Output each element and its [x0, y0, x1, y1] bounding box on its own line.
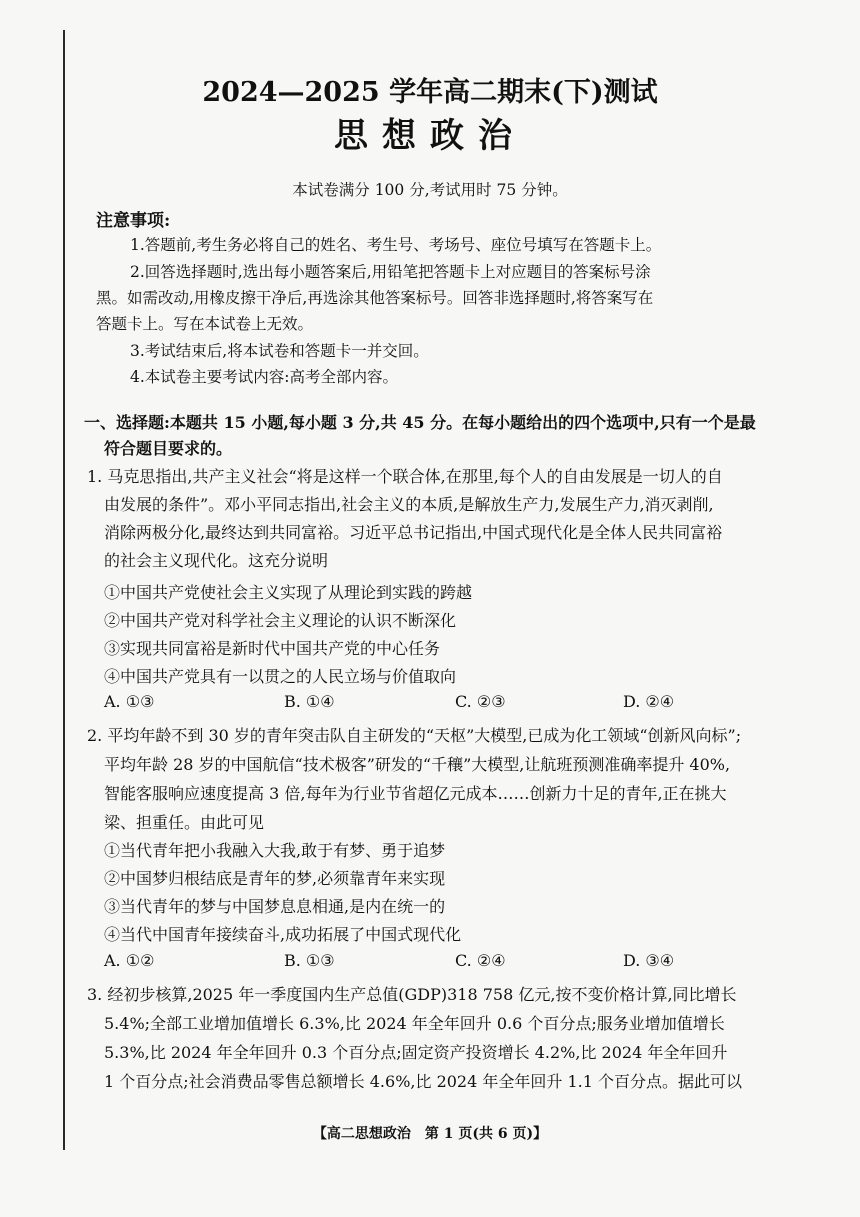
- q1-choice-d: D. ②④: [623, 692, 675, 711]
- score-time-note: 本试卷满分 100 分,考试用时 75 分钟。: [292, 181, 568, 199]
- q1-statement-3: ③实现共同富裕是新时代中国共产党的中心任务: [104, 639, 441, 658]
- page-footer: 【高二思想政治 第 1 页(共 6 页)】: [312, 1126, 548, 1142]
- q2-stem-line-3: 智能客服响应速度提高 3 倍,每年为行业节省超亿元成本……创新力十足的青年,正在挑大: [104, 784, 727, 803]
- q2-statement-3: ③当代青年的梦与中国梦息息相通,是内在统一的: [104, 897, 446, 916]
- q1-choice-c: C. ②③: [455, 692, 506, 711]
- q1-choice-b: B. ①④: [284, 692, 335, 711]
- section-1-heading-line-2: 符合题目要求的。: [104, 439, 233, 458]
- q2-choice-d: D. ③④: [623, 951, 675, 970]
- q1-choices: [104, 692, 704, 719]
- notice-item-2-line-1: 2.回答选择题时,选出每小题答案后,用铅笔把答题卡上对应题目的答案标号涂: [130, 263, 651, 281]
- q2-statement-2: ②中国梦归根结底是青年的梦,必须靠青年来实现: [104, 869, 446, 888]
- subject-title: 思想政治: [334, 116, 526, 156]
- q2-stem-line-4: 梁、担重任。由此可见: [104, 813, 265, 832]
- q1-stem-line-2: 由发展的条件”。邓小平同志指出,社会主义的本质,是解放生产力,发展生产力,消灭剥削,: [104, 495, 714, 514]
- q3-stem-line-4: 1 个百分点;社会消费品零售总额增长 4.6%,比 2024 年全年回升 1.1 个百分点。据此可以: [104, 1072, 742, 1091]
- q1-statement-1: ①中国共产党使社会主义实现了从理论到实践的跨越: [104, 583, 473, 602]
- q3-stem-line-3: 5.3%,比 2024 年全年回升 0.3 个百分点;固定资产投资增长 4.2%,比 2024 年全年回升: [104, 1043, 728, 1062]
- notice-item-2-line-3: 答题卡上。写在本试卷上无效。: [96, 315, 314, 333]
- notice-item-2-line-2: 黑。如需改动,用橡皮擦干净后,再选涂其他答案标号。回答非选择题时,将答案写在: [96, 289, 654, 307]
- q1-stem-line-4: 的社会主义现代化。这充分说明: [104, 551, 329, 570]
- q2-statement-4: ④当代中国青年接续奋斗,成功拓展了中国式现代化: [104, 925, 462, 944]
- section-1-heading-line-1: 一、选择题:本题共 15 小题,每小题 3 分,共 45 分。在每小题给出的四个选项中,只有一个是最: [84, 413, 756, 432]
- notice-heading: 注意事项:: [96, 211, 171, 231]
- q1-stem-line-1: 1. 马克思指出,共产主义社会“将是这样一个联合体,在那里,每个人的自由发展是一切人的自: [87, 467, 723, 486]
- q2-choice-b: B. ①③: [284, 951, 335, 970]
- q1-stem-line-3: 消除两极分化,最终达到共同富裕。习近平总书记指出,中国式现代化是全体人民共同富裕: [104, 523, 723, 542]
- notice-item-1: 1.答题前,考生务必将自己的姓名、考生号、考场号、座位号填写在答题卡上。: [130, 236, 662, 254]
- q1-statement-2: ②中国共产党对科学社会主义理论的认识不断深化: [104, 611, 457, 630]
- q2-stem-line-2: 平均年龄 28 岁的中国航信“技术极客”研发的“千穰”大模型,让航班预测准确率提升 40%,: [104, 755, 731, 774]
- q2-stem-line-1: 2. 平均年龄不到 30 岁的青年突击队自主研发的“天枢”大模型,已成为化工领域“创新风向标”;: [87, 726, 742, 745]
- exam-title: 2024—2025 学年高二期末(下)测试: [202, 77, 658, 108]
- q3-stem-line-2: 5.4%;全部工业增加值增长 6.3%,比 2024 年全年回升 0.6 个百分点;服务业增加值增长: [104, 1014, 725, 1033]
- q2-choices: [104, 951, 704, 978]
- q2-choice-c: C. ②④: [455, 951, 506, 970]
- q1-statement-4: ④中国共产党具有一以贯之的人民立场与价值取向: [104, 667, 457, 686]
- q1-choice-a: A. ①③: [104, 692, 155, 711]
- q3-stem-line-1: 3. 经初步核算,2025 年一季度国内生产总值(GDP)318 758 亿元,按不变价格计算,同比增长: [87, 985, 737, 1004]
- q2-statement-1: ①当代青年把小我融入大我,敢于有梦、勇于追梦: [104, 841, 446, 860]
- notice-item-4: 4.本试卷主要考试内容:高考全部内容。: [130, 368, 399, 386]
- notice-item-3: 3.考试结束后,将本试卷和答题卡一并交回。: [130, 342, 429, 360]
- q2-choice-a: A. ①②: [104, 951, 155, 970]
